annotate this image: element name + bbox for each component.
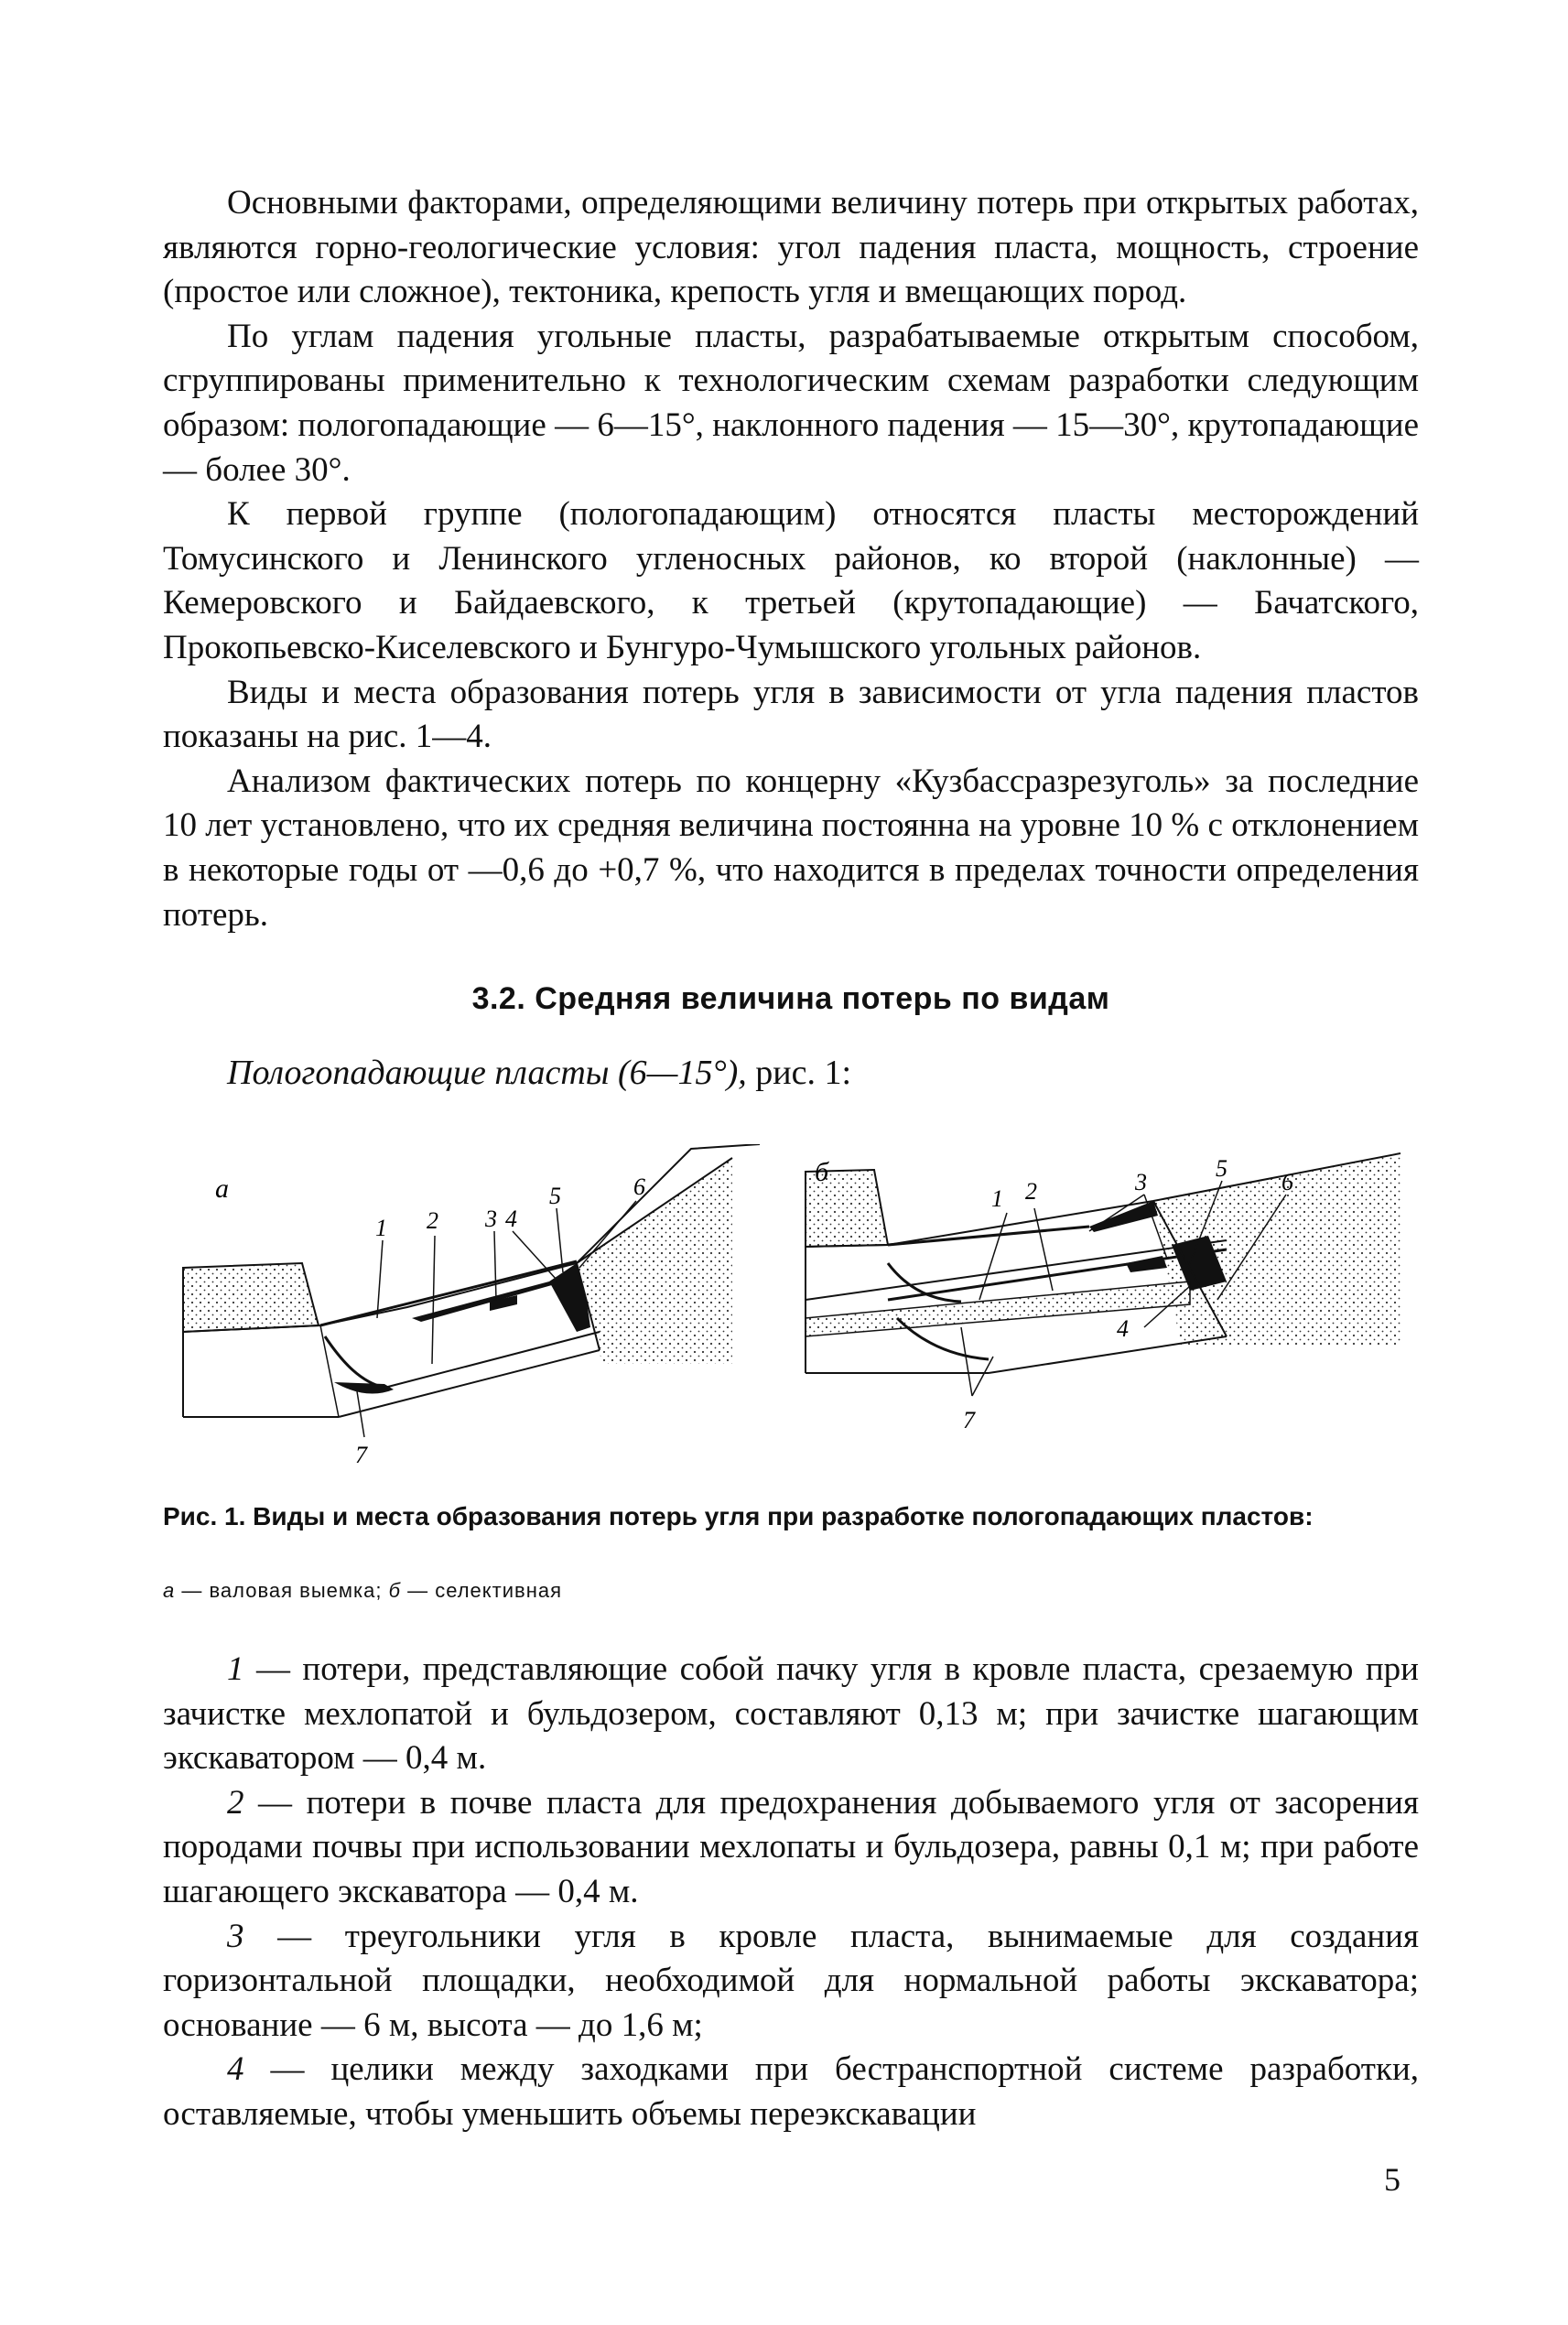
figure-caption: Рис. 1. Виды и места образования потерь угля при разработке пологопадающих пластов:: [163, 1502, 1314, 1530]
subhead: [227, 1053, 851, 1093]
item-text: — потери, представляющие собой пачку угля в кровле пласта, срезаемую при зачистке мехлопатой и бульдозером, составляют 0,13 м; при зачистке шагающим экскаватором — 0,4 м.: [163, 1650, 1419, 1778]
item-number: 2: [227, 1783, 244, 1822]
page-number: 5: [1384, 2161, 1400, 2198]
figure-number: 2: [427, 1207, 438, 1234]
paragraph: К первой группе (пологопадающим) относятся пласты месторождений Томусинского и Ленинского угленосных районов, ко второй (наклонные) — Кемеровского и Байдаевского, к третьей (крутопадающие) — Бачатского, Прокопьевско-Киселевского и Бунгуро-Чумышского угольных районов.: [163, 495, 1419, 666]
caption-note-a-text: — валовая выемка;: [175, 1579, 389, 1602]
section-title: 3.2. Средняя величина потерь по видам: [471, 981, 1110, 1016]
label-b: б: [815, 1157, 829, 1187]
figure-number: 7: [355, 1442, 367, 1468]
figure-number: 1: [375, 1215, 387, 1241]
caption-note: [163, 1579, 562, 1603]
figure-number: 4: [505, 1206, 517, 1232]
figure-number: 5: [549, 1183, 561, 1209]
label-a: а: [215, 1173, 229, 1204]
paragraph: Виды и места образования потерь угля в зависимости от угла падения пластов показаны на рис. 1—4.: [163, 673, 1419, 756]
diagram-b: [806, 1153, 1400, 1433]
caption-note-b: б: [388, 1579, 401, 1602]
figure-number: 6: [1281, 1169, 1293, 1195]
figure-number: 3: [1135, 1169, 1147, 1195]
figure-number: 4: [1117, 1315, 1129, 1342]
subhead-rest: рис. 1:: [746, 1054, 852, 1092]
paragraph: По углам падения угольные пласты, разрабатываемые открытым способом, сгруппированы применительно к технологическим схемам разработки следующим образом: пологопадающие — 6—15°, наклонного падения — 15—30°, крутопадающие — более 30°.: [163, 317, 1419, 489]
item-text: — треугольники угля в кровле пласта, вынимаемые для создания горизонтальной площадки, необходимой для нормальной работы экскаватора; основание — 6 м, высота — до 1,6 м;: [163, 1917, 1419, 2044]
caption-note-b-text: — селективная: [400, 1579, 563, 1602]
loss-types-list: [163, 1648, 1419, 2137]
figure-number: 2: [1025, 1178, 1037, 1205]
item-number: 4: [227, 2050, 244, 2089]
intro-text: [163, 181, 1419, 937]
figure-number: 6: [633, 1173, 645, 1200]
list-item: [163, 1648, 1419, 1781]
figure-1-diagram: [174, 1144, 1419, 1483]
list-item: [163, 1915, 1419, 2049]
item-text: — целики между заходками при бестранспортной системе разработки, оставляемые, чтобы уменьшить объемы переэкскавации: [163, 2050, 1419, 2133]
figure-number: 3: [485, 1206, 497, 1232]
caption-note-a: а: [163, 1579, 176, 1602]
figure-number: 5: [1216, 1155, 1227, 1182]
diagram-a: [183, 1144, 760, 1468]
list-item: [163, 2048, 1419, 2136]
paragraph: Анализом фактических потерь по концерну «Кузбассразрезуголь» за последние 10 лет установлено, что их средняя величина постоянна на уровне 10 % с отклонением в некоторые годы от —0,6 до +0,7 %, что находится в пределах точности определения потерь.: [163, 762, 1419, 934]
item-text: — потери в почве пласта для предохранения добываемого угля от засорения породами почвы при использовании мехлопаты и бульдозера, равны 0,1 м; при работе шагающего экскаватора — 0,4 м.: [163, 1783, 1419, 1910]
subhead-italic: Пологопадающие пласты (6—15°),: [227, 1054, 747, 1092]
item-number: 3: [227, 1917, 244, 1955]
figure-number: 7: [963, 1407, 975, 1433]
item-number: 1: [227, 1650, 244, 1688]
list-item: [163, 1781, 1419, 1915]
figure-number: 1: [991, 1185, 1003, 1212]
paragraph: Основными факторами, определяющими величину потерь при открытых работах, являются горно-геологические условия: угол падения пласта, мощность, строение (простое или сложное), тектоника, крепость угля и вмещающих пород.: [163, 184, 1419, 311]
